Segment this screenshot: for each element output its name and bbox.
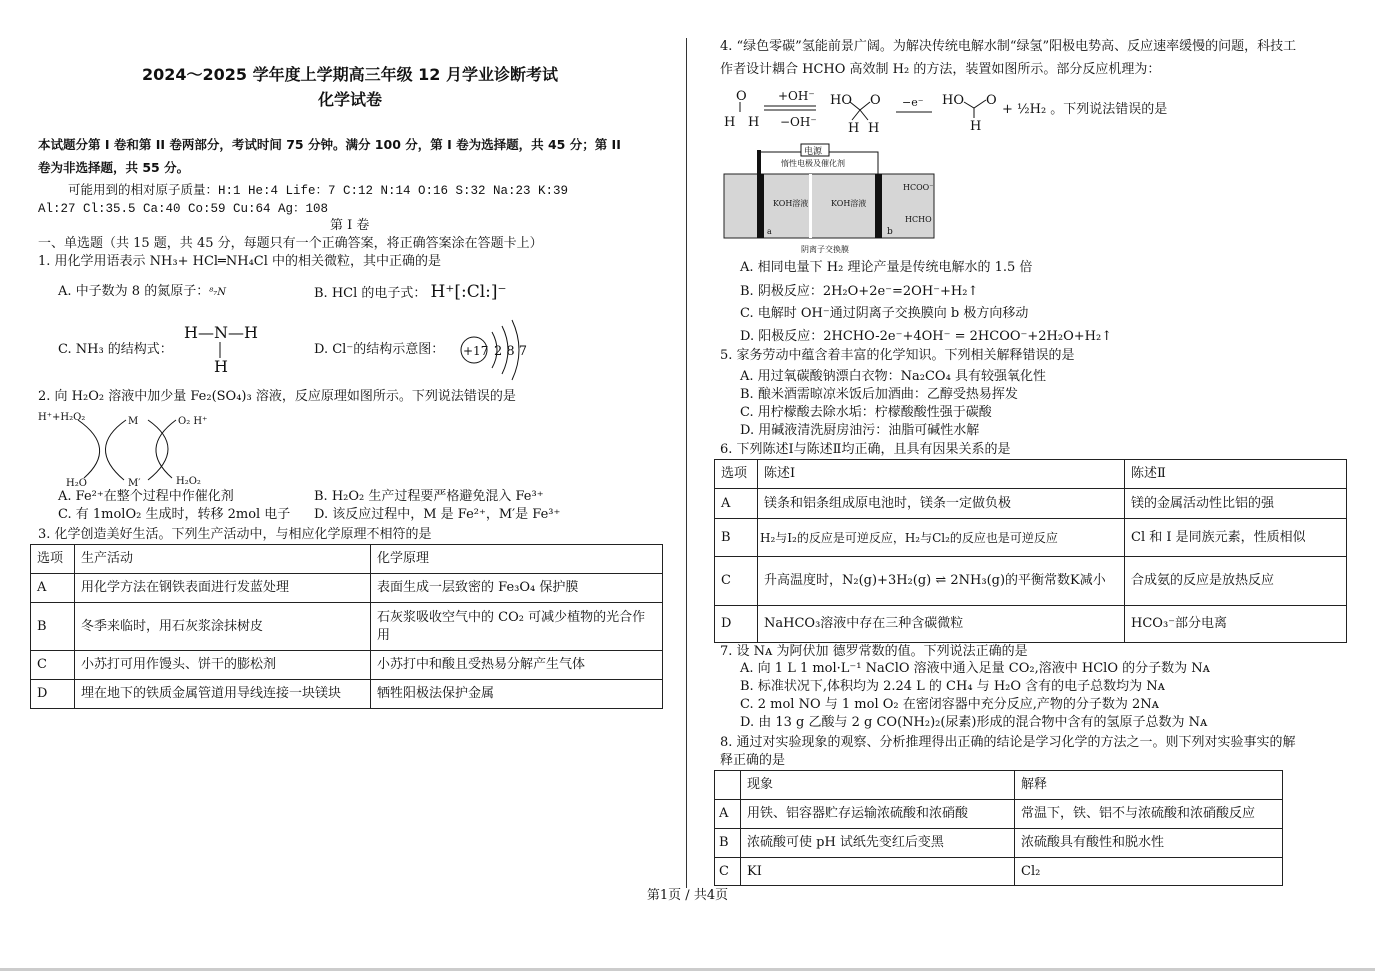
table-row: B 冬季来临时，用石灰浆涂抹树皮 石灰浆吸收空气中的 CO₂ 可减少植物的光合作用 [31,603,663,651]
option-a: A. 用过氧碳酸钠漂白衣物：Na₂CO₄ 具有较强氧化性 [740,369,1046,384]
question-stem: 5. 家务劳动中蕴含着丰富的化学知识。下列相关解释错误的是 [720,348,1075,363]
table-row: C 升高温度时，N₂(g)+3H₂(g) ⇌ 2NH₃(g)的平衡常数K减小 合成氨的反应是放热反应 [715,557,1347,606]
table-row: B H₂与I₂的反应是可逆反应，H₂与Cl₂的反应也是可逆反应 Cl 和 I 是同族元素，性质相似 [715,519,1347,557]
svg-text:H: H [724,115,736,130]
table-header-row: 选项 生产活动 化学原理 [31,545,663,574]
option-d: D. 该反应过程中，M 是 Fe²⁺，M′是 Fe³⁺ [314,507,561,522]
svg-text:b: b [887,227,893,237]
option-a: A. Fe²⁺在整个过程中作催化剂 [58,489,234,504]
svg-text:a: a [767,227,772,236]
table-header-row: 现象 解释 [715,771,1283,800]
svg-text:HCHO: HCHO [905,215,932,224]
exam-title: 2024～2025 学年度上学期高三年级 12 月学业诊断考试 [141,65,559,84]
question-stem: + ½H₂ 。下列说法错误的是 [1002,102,1168,117]
question-stem: 4. “绿色零碳”氢能前景广阔。为解决传统电解水制“绿氢”阳极电势高、反应速率缓慢的问题，科技工 [720,39,1297,54]
option-b: B. HCl 的电子式： H⁺[:Cl:]⁻ [314,282,507,302]
table-row: D NaHCO₃溶液中存在三种含碳微粒 HCO₃⁻部分电离 [715,606,1347,643]
table-row: B 浓硫酸可使 pH 试纸先变红后变黑 浓硫酸具有酸性和脱水性 [715,829,1283,858]
question-stem: 1. 用化学用语表示 NH₃+ HCl═NH₄Cl 中的相关微粒，其中正确的是 [38,254,442,269]
option-d: D. 阳极反应：2HCHO-2e⁻+4OH⁻ = 2HCOO⁻+2H₂O+H₂↑ [740,329,1113,344]
option-c: C. 2 mol NO 与 1 mol O₂ 在密闭容器中充分反应,产物的分子数为 2Nᴀ [740,697,1159,712]
option-b: B. 酿米酒需晾凉米饭后加酒曲：乙醇受热易挥发 [740,387,1018,402]
question-stem: 作者设计耦合 HCHO 高效制 H₂ 的方法，装置如图所示。部分反应机理为： [720,62,1161,77]
table-row: A 用铁、铝容器贮存运输浓硫酸和浓硝酸 常温下，铁、铝不与浓硫酸和浓硝酸反应 [715,800,1283,829]
svg-text:+OH⁻: +OH⁻ [778,89,815,103]
option-b: B. 阴极反应：2H₂O+2e⁻=2OH⁻+H₂↑ [740,284,979,299]
cl-ion-diagram [458,318,533,380]
option-c: C. 电解时 OH⁻通过阴离子交换膜向 b 极方向移动 [740,306,1029,321]
svg-text:KOH溶液: KOH溶液 [773,199,809,208]
column-divider [686,38,687,888]
svg-text:O: O [870,93,881,108]
svg-text:HO: HO [830,93,852,108]
option-c: C. NH₃ 的结构式： [58,342,173,357]
svg-text:−e⁻: −e⁻ [902,96,924,109]
table-row: C KI Cl₂ [715,858,1283,886]
svg-text:M: M [128,416,139,427]
svg-text:阴离子交换膜: 阴离子交换膜 [801,245,849,254]
svg-text:O: O [986,93,997,108]
svg-text:H⁺+H₂O₂: H⁺+H₂O₂ [38,412,86,423]
svg-text:2 8 7: 2 8 7 [494,344,528,359]
part-heading: 一、单选题（共 15 题，共 45 分，每题只有一个正确答案，将正确答案涂在答题卡上） [38,236,543,251]
svg-text:电源: 电源 [804,147,823,157]
svg-text:H₂O: H₂O [66,478,87,489]
reaction-mechanism [720,88,1010,136]
catalysis-cycle-diagram [38,408,218,488]
question-stem: 2. 向 H₂O₂ 溶液中加少量 Fe₂(SO₄)₃ 溶液，反应原理如图所示。下列说法错误的是 [38,389,516,404]
option-d: D. 由 13 g 乙酸与 2 g CO(NH₂)₂(尿素)形成的混合物中含有的氢原子总数为 Nᴀ [740,715,1208,730]
svg-text:HO: HO [942,93,964,108]
svg-text:H: H [214,357,228,376]
option-d: D. 用碱液清洗厨房油污：油脂可碱性水解 [740,423,980,438]
question-stem: 6. 下列陈述Ⅰ与陈述Ⅱ均正确，且具有因果关系的是 [720,442,1011,457]
q3-table [30,544,663,709]
table-row: A 镁条和铝条组成原电池时，镁条一定做负极 镁的金属活动性比铝的强 [715,489,1347,519]
option-a: A. 相同电量下 H₂ 理论产量是传统电解水的 1.5 倍 [740,260,1033,275]
table-row: D 埋在地下的铁质金属管道用导线连接一块镁块 牺牲阳极法保护金属 [31,680,663,709]
option-b: B. 标准状况下,体积均为 2.24 L 的 CH₄ 与 H₂O 含有的电子总数均为 Nᴀ [740,679,1166,694]
page-footer: 第1页 / 共4页 [646,888,729,903]
table-header-row: 选项 陈述Ⅰ 陈述Ⅱ [715,460,1347,489]
section-heading: 第 I 卷 [330,218,370,233]
q8-table [714,770,1283,886]
option-b: B. H₂O₂ 生产过程要严格避免混入 Fe³⁺ [314,489,544,504]
svg-text:H: H [848,121,860,136]
svg-text:H₂O₂: H₂O₂ [176,476,201,487]
nh3-structure [180,320,270,375]
table-row: C 小苏打可用作馒头、饼干的膨松剂 小苏打中和酸且受热易分解产生气体 [31,651,663,680]
question-stem: 释正确的是 [720,753,786,768]
electrolysis-apparatus [723,142,938,254]
table-row: A 用化学方法在钢铁表面进行发蓝处理 表面生成一层致密的 Fe₃O₄ 保护膜 [31,574,663,603]
svg-text:−OH⁻: −OH⁻ [780,115,817,129]
svg-text:+17: +17 [463,344,489,358]
option-a: A. 向 1 L 1 mol·L⁻¹ NaClO 溶液中通入足量 CO₂,溶液中 HClO 的分子数为 Nᴀ [740,661,1210,676]
intro-line: 本试题分第 I 卷和第 II 卷两部分，考试时间 75 分钟。满分 100 分，第 I 卷为选择题，共 45 分；第 II [38,137,621,152]
svg-text:M′: M′ [128,478,141,489]
svg-text:O₂ H⁺: O₂ H⁺ [178,416,208,427]
atomic-masses: 可能用到的相对原子质量：H:1 He:4 Life：7 C:12 N:14 O:16 S:32 Na:23 K:39 [68,184,569,198]
option-c: C. 用柠檬酸去除水垢：柠檬酸酸性强于碳酸 [740,405,992,420]
svg-text:惰性电极及催化剂: 惰性电极及催化剂 [781,159,845,168]
option-a: A. 中子数为 8 的氮原子：⁸₇N [58,284,226,299]
question-stem: 8. 通过对实验现象的观察、分析推理得出正确的结论是学习化学的方法之一。则下列对实验事实的解 [720,735,1296,750]
option-c: C. 有 1molO₂ 生成时，转移 2mol 电子 [58,507,291,522]
atomic-masses: Al:27 Cl:35.5 Ca:40 Co:59 Cu:64 Ag：108 [38,202,329,216]
svg-text:O: O [736,89,747,104]
question-stem: 7. 设 Nᴀ 为阿伏加 德罗常数的值。下列说法正确的是 [720,644,1028,659]
exam-subtitle: 化学试卷 [317,90,382,109]
q6-table [714,459,1347,643]
svg-text:KOH溶液: KOH溶液 [831,199,867,208]
svg-text:HCOO⁻: HCOO⁻ [903,183,934,192]
question-stem: 3. 化学创造美好生活。下列生产活动中，与相应化学原理不相符的是 [38,527,432,542]
svg-text:H: H [970,119,982,134]
svg-text:H—N—H: H—N—H [184,323,258,342]
svg-text:H: H [868,121,880,136]
option-d: D. Cl⁻的结构示意图： [314,342,445,357]
intro-line: 卷为非选择题，共 55 分。 [38,160,190,175]
svg-text:H: H [748,115,760,130]
